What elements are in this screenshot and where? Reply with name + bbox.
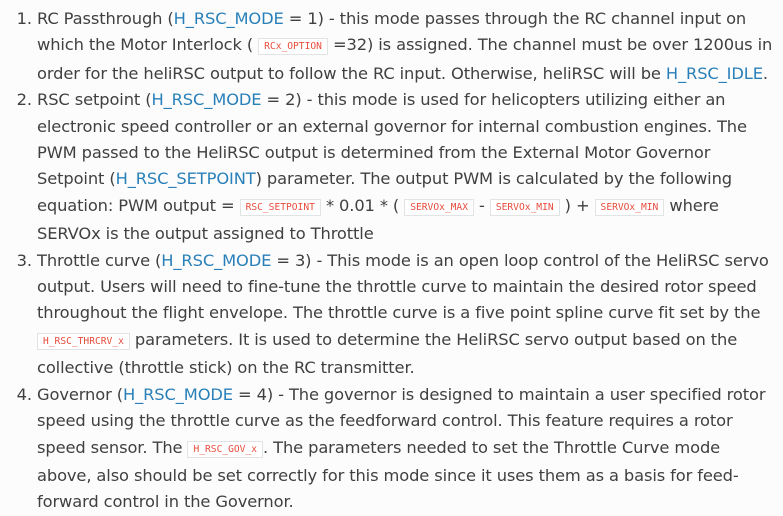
param-link-h-rsc-mode[interactable]: H_RSC_MODE (151, 90, 262, 110)
mode-description: =32) is assigned. The channel must be over 1200us in order for the heliRSC output to follow the RC input. Otherwise, heliRSC will be (37, 35, 773, 83)
mode-description: - this mode passes through the RC channel input on which the Motor Interlock ( (37, 9, 747, 55)
mode-description: - This mode is an open loop control of the HeliRSC servo output. Users will need to fine-tune the throttle curve to maintain the desired rotor speed throughout the flight envelope. The throttle curve is a five point spline curve fit set by the (37, 250, 769, 323)
code-h-rsc-gov-x: H_RSC_GOV_x (187, 441, 263, 458)
mode-title: Throttle curve (37, 250, 150, 270)
rsc-mode-list (0, 6, 775, 516)
param-link-h-rsc-setpoint[interactable]: H_RSC_SETPOINT (115, 169, 256, 189)
mode-description: parameters. It is used to determine the HeliRSC servo output based on the collective (throttle stick) on the RC transmitter. (37, 329, 738, 378)
param-link-h-rsc-mode[interactable]: H_RSC_MODE (173, 9, 284, 28)
param-link-h-rsc-idle[interactable]: H_RSC_IDLE (665, 63, 763, 83)
mode-description: ) parameter. The output PWM is calculated by the following equation: PWM output = (37, 169, 732, 215)
mode-title: RSC setpoint (37, 90, 141, 110)
mode-description: . The parameters needed to set the Throttle Curve mode above, also should be set correctly for this mode since it uses them as a basis for feed-forward control in the Governor. (37, 437, 739, 512)
mode-value: = 4) (232, 384, 274, 404)
mode-value: = 1) (283, 9, 324, 28)
mode-description: - this mode is used for helicopters utilizing either an electronic speed controller or an external governor for internal combustion engines. The PWM passed to the HeliRSC output is determined from the External Motor Governor Setpoint ( (37, 90, 747, 189)
mode-value: = 2) (261, 90, 302, 110)
list-item-rc-passthrough: 1. RC Passthrough (H_RSC_MODE = 1) - this mode passes through the RC channel input on which the Motor Interlock ( RCx_OPTION =32) is assigned. The channel must be over 1200us in order for the heliRSC output to follow the RC input. Otherwise, heliRSC will be H_RSC_IDLE. (37, 6, 775, 87)
code-h-rsc-thrcrv-x: H_RSC_THRCRV_x (37, 333, 130, 350)
code-rsc-setpoint: RSC_SETPOINT (240, 199, 321, 216)
list-item-throttle-curve: 3. Throttle curve (H_RSC_MODE = 3) - This mode is an open loop control of the HeliRSC servo output. Users will need to fine-tune the throttle curve to maintain the desired rotor speed throughout the flight envelope. The throttle curve is a five point spline curve fit set by the H_RSC_THRCRV_x parameters. It is used to determine the HeliRSC servo output based on the collective (throttle stick) on the RC transmitter. (37, 248, 775, 382)
list-item-governor: 4. Governor (H_RSC_MODE = 4) - The governor is designed to maintain a user specified rotor speed using the throttle curve as the feedforward control. This feature requires a rotor speed sensor. The H_RSC_GOV_x . The parameters needed to set the Throttle Curve mode above, also should be set correctly for this mode since it uses them as a basis for feed-forward control in the Governor. (37, 382, 775, 516)
code-servox-max: SERVOx_MAX (404, 199, 474, 216)
param-link-h-rsc-mode[interactable]: H_RSC_MODE (161, 250, 272, 270)
equation-text: * 0.01 * ( (320, 195, 405, 215)
list-item-rsc-setpoint: 2. RSC setpoint (H_RSC_MODE = 2) - this mode is used for helicopters utilizing either an electronic speed controller or an external governor for internal combustion engines. The PWM passed to the HeliRSC output is determined from the External Motor Governor Setpoint (H_RSC_SETPOINT) parameter. The output PWM is calculated by the following equation: PWM output = RSC_SETPOINT * 0.01 * ( SERVOx_MAX - SERVOx_MIN ) + SERVOx_MIN where SERVOx is the output assigned to Throttle (37, 87, 775, 247)
mode-title: Governor (37, 384, 112, 404)
mode-description: - The governor is designed to maintain a user specified rotor speed using the throttle curve as the feedforward control. This feature requires a rotor speed sensor. The (37, 384, 766, 457)
mode-title: RC Passthrough (37, 9, 163, 28)
code-rcx-option: RCx_OPTION (258, 38, 328, 55)
code-servox-min: SERVOx_MIN (595, 199, 665, 216)
code-servox-min: SERVOx_MIN (490, 199, 560, 216)
mode-description: where SERVOx is the output assigned to Throttle (37, 195, 719, 244)
mode-value: = 3) (271, 250, 312, 270)
equation-text: ) + (559, 195, 595, 215)
param-link-h-rsc-mode[interactable]: H_RSC_MODE (122, 384, 233, 404)
punctuation: . (762, 63, 768, 83)
equation-text: - (473, 195, 490, 215)
